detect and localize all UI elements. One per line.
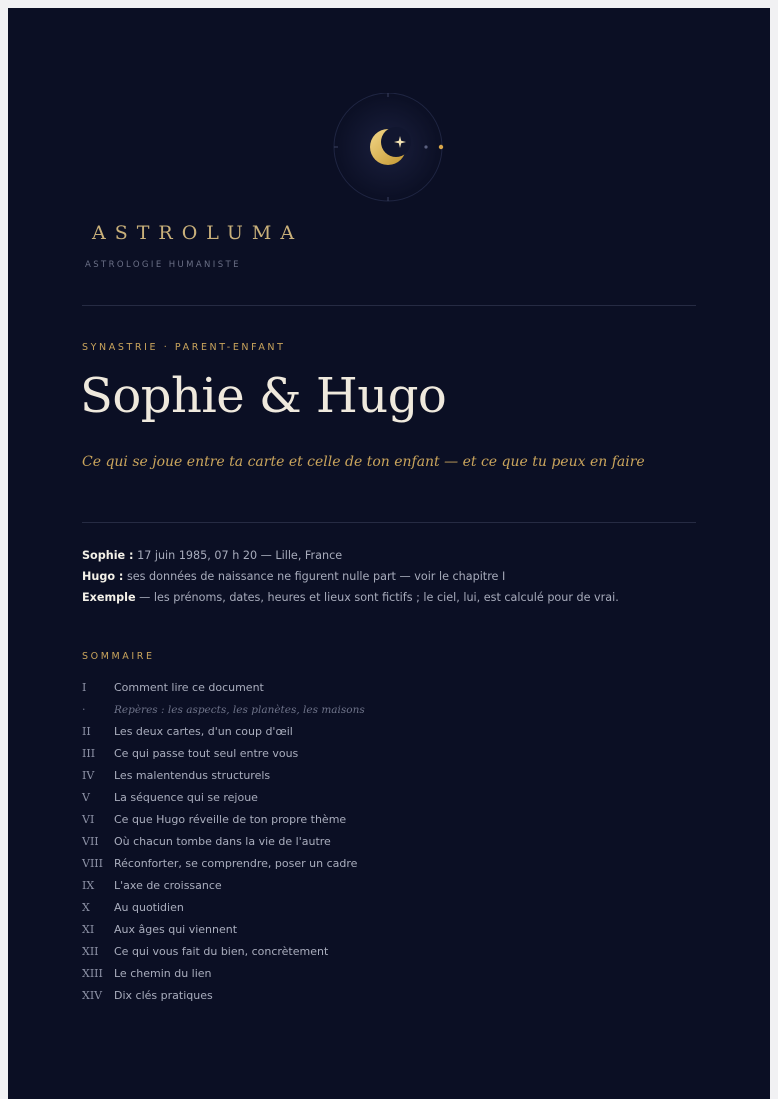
divider — [82, 522, 696, 523]
toc-item[interactable] — [82, 742, 365, 764]
toc-item-label: Repères : les aspects, les planètes, les maisons — [114, 704, 365, 716]
toc-item-label: Ce qui vous fait du bien, concrètement — [114, 945, 329, 958]
toc-item-label: Au quotidien — [114, 901, 184, 914]
toc-item-number: IV — [82, 769, 95, 782]
document-subtitle: Ce qui se joue entre ta carte et celle de ton enfant — et ce que tu peux en faire — [82, 454, 645, 470]
toc-item-number: XIV — [82, 989, 103, 1002]
toc-item-number: I — [82, 681, 87, 694]
toc-item[interactable] — [82, 808, 365, 830]
meta-line-sophie — [82, 545, 619, 566]
document-page — [8, 8, 770, 1099]
toc-item-number: V — [82, 791, 90, 804]
toc-item-number: VII — [82, 835, 99, 848]
crescent-moon-icon — [328, 93, 448, 213]
toc-item[interactable] — [82, 786, 365, 808]
toc-item-number: X — [82, 901, 90, 914]
toc-item-number: VIII — [82, 857, 103, 870]
toc-item[interactable] — [82, 896, 365, 918]
meta-text: 17 juin 1985, 07 h 20 — Lille, France — [133, 549, 343, 562]
toc-item-number: · — [82, 703, 86, 716]
toc-item-label: Le chemin du lien — [114, 967, 212, 980]
toc-item-label: L'axe de croissance — [114, 879, 222, 892]
toc-item[interactable] — [82, 764, 365, 786]
toc-item-number: IX — [82, 879, 95, 892]
toc-item[interactable] — [82, 918, 365, 940]
toc-item-label: La séquence qui se rejoue — [114, 791, 258, 804]
toc-item[interactable] — [82, 874, 365, 896]
toc-item-label: Ce que Hugo réveille de ton propre thème — [114, 813, 347, 826]
brand-name: ASTROLUMA — [92, 222, 304, 244]
birth-data-block — [82, 545, 619, 608]
toc-item-number: II — [82, 725, 91, 738]
toc-item[interactable] — [82, 852, 365, 874]
document-title: Sophie & Hugo — [80, 368, 447, 424]
meta-text: ses données de naissance ne figurent nulle part — voir le chapitre I — [123, 570, 506, 583]
toc-item[interactable] — [82, 676, 365, 698]
document-kicker: SYNASTRIE · PARENT-ENFANT — [82, 342, 286, 353]
toc-item-label: Où chacun tombe dans la vie de l'autre — [114, 835, 331, 848]
toc-item-label: Les deux cartes, d'un coup d'œil — [114, 725, 293, 738]
meta-line-example — [82, 587, 619, 608]
toc-item[interactable] — [82, 830, 365, 852]
toc-item-number: XII — [82, 945, 99, 958]
meta-label: Sophie : — [82, 549, 134, 562]
divider — [82, 305, 696, 306]
table-of-contents — [82, 676, 365, 1006]
meta-label: Hugo : — [82, 570, 124, 583]
toc-item[interactable] — [82, 984, 365, 1006]
meta-line-hugo — [82, 566, 619, 587]
toc-item-label: Ce qui passe tout seul entre vous — [114, 747, 299, 760]
toc-heading: SOMMAIRE — [82, 651, 155, 662]
toc-item-label: Les malentendus structurels — [114, 769, 271, 782]
meta-label: Exemple — [82, 591, 136, 604]
toc-item-number: VI — [82, 813, 95, 826]
meta-text: — les prénoms, dates, heures et lieux sont fictifs ; le ciel, lui, est calculé pour de vrai. — [135, 591, 619, 604]
toc-item-label: Réconforter, se comprendre, poser un cadre — [114, 857, 358, 870]
toc-item-label: Comment lire ce document — [114, 681, 264, 694]
toc-item[interactable] — [82, 698, 365, 720]
toc-item[interactable] — [82, 962, 365, 984]
toc-item-label: Aux âges qui viennent — [114, 923, 238, 936]
brand-tagline: ASTROLOGIE HUMANISTE — [85, 260, 241, 270]
toc-item-label: Dix clés pratiques — [114, 989, 213, 1002]
toc-item-number: III — [82, 747, 96, 760]
toc-item-number: XI — [82, 923, 95, 936]
toc-item[interactable] — [82, 940, 365, 962]
toc-item-number: XIII — [82, 967, 103, 980]
toc-item[interactable] — [82, 720, 365, 742]
